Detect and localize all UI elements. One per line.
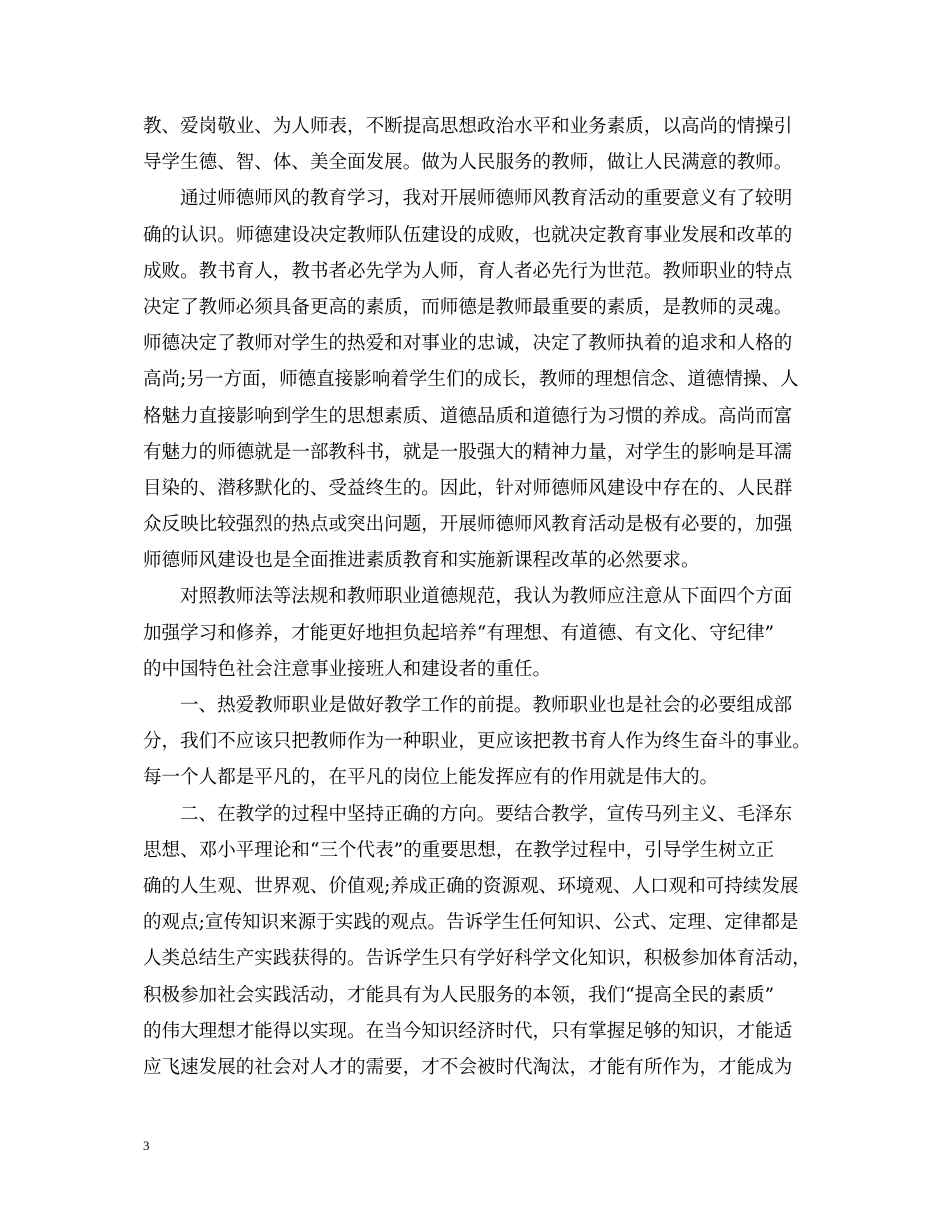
- text-line: 的伟大理想才能得以实现。在当今知识经济时代，只有掌握足够的知识，才能适: [143, 1020, 793, 1042]
- text-line: 教、爱岗敬业、为人师表，不断提高思想政治水平和业务素质，以高尚的情操引: [143, 116, 793, 137]
- text-line: 人类总结生产实践获得的。告诉学生只有学好科学文化知识，积极参加体育活动，: [143, 948, 811, 970]
- text-line: 目染的、潜移默化的、受益终生的。因此，针对师德师风建设中存在的、人民群: [143, 477, 793, 499]
- text-line: 高尚;另一方面，师德直接影响着学生们的成长，教师的理想信念、道德情操、人: [143, 369, 799, 391]
- text-line: 有魅力的师德就是一部教科书，就是一股强大的精神力量，对学生的影响是耳濡: [143, 441, 793, 463]
- text-line: 众反映比较强烈的热点或突出问题，开展师德师风教育活动是极有必要的，加强: [143, 514, 793, 536]
- text-line: 应飞速发展的社会对人才的需要，才不会被时代淘汰，才能有所作为，才能成为: [143, 1056, 793, 1078]
- text-line: 积极参加社会实践活动，才能具有为人民服务的本领，我们“提高全民的素质”: [143, 984, 775, 1006]
- text-line: 格魅力直接影响到学生的思想素质、道德品质和道德行为习惯的养成。高尚而富: [143, 405, 793, 427]
- text-line: 确的人生观、世界观、价值观;养成正确的资源观、环境观、人口观和可持续发展: [143, 875, 799, 897]
- text-line: 加强学习和修养，才能更好地担负起培养“有理想、有道德、有文化、守纪律”: [143, 622, 775, 644]
- text-line: 导学生德、智、体、美全面发展。做为人民服务的教师，做让人民满意的教师。: [143, 152, 793, 174]
- page-number: 3: [143, 1138, 150, 1153]
- text-line: 成败。教书育人，教书者必先学为人师，育人者必先行为世范。教师职业的特点: [143, 260, 793, 282]
- paragraph-first-line: 对照教师法等法规和教师职业道德规范，我认为教师应注意从下面四个方面: [180, 586, 793, 608]
- text-line: 的观点;宣传知识来源于实践的观点。告诉学生任何知识、公式、定理、定律都是: [143, 912, 799, 934]
- paragraph-first-line: 二、在教学的过程中坚持正确的方向。要结合教学，宣传马列主义、毛泽东: [180, 803, 793, 825]
- paragraph-first-line: 一、热爱教师职业是做好教学工作的前提。教师职业也是社会的必要组成部: [180, 695, 793, 716]
- text-line: 分，我们不应该只把教师作为一种职业，更应该把教书育人作为终生奋斗的事业。: [143, 731, 811, 753]
- text-line: 师德师风建设也是全面推进素质教育和实施新课程改革的必然要求。: [143, 550, 700, 572]
- text-line: 的中国特色社会注意事业接班人和建设者的重任。: [143, 658, 552, 680]
- text-line: 师德决定了教师对学生的热爱和对事业的忠诚，决定了教师执着的追求和人格的: [143, 333, 793, 355]
- text-line: 思想、邓小平理论和“三个代表”的重要思想，在教学过程中，引导学生树立正: [143, 839, 775, 861]
- text-line: 每一个人都是平凡的，在平凡的岗位上能发挥应有的作用就是伟大的。: [143, 767, 719, 789]
- body-text: [143, 109, 823, 1086]
- paragraph-first-line: 通过师德师风的教育学习，我对开展师德师风教育活动的重要意义有了较明: [180, 188, 793, 210]
- text-line: 决定了教师必须具备更高的素质，而师德是教师最重要的素质，是教师的灵魂。: [143, 296, 793, 318]
- text-line: 确的认识。师德建设决定教师队伍建设的成败，也就决定教育事业发展和改革的: [143, 224, 793, 246]
